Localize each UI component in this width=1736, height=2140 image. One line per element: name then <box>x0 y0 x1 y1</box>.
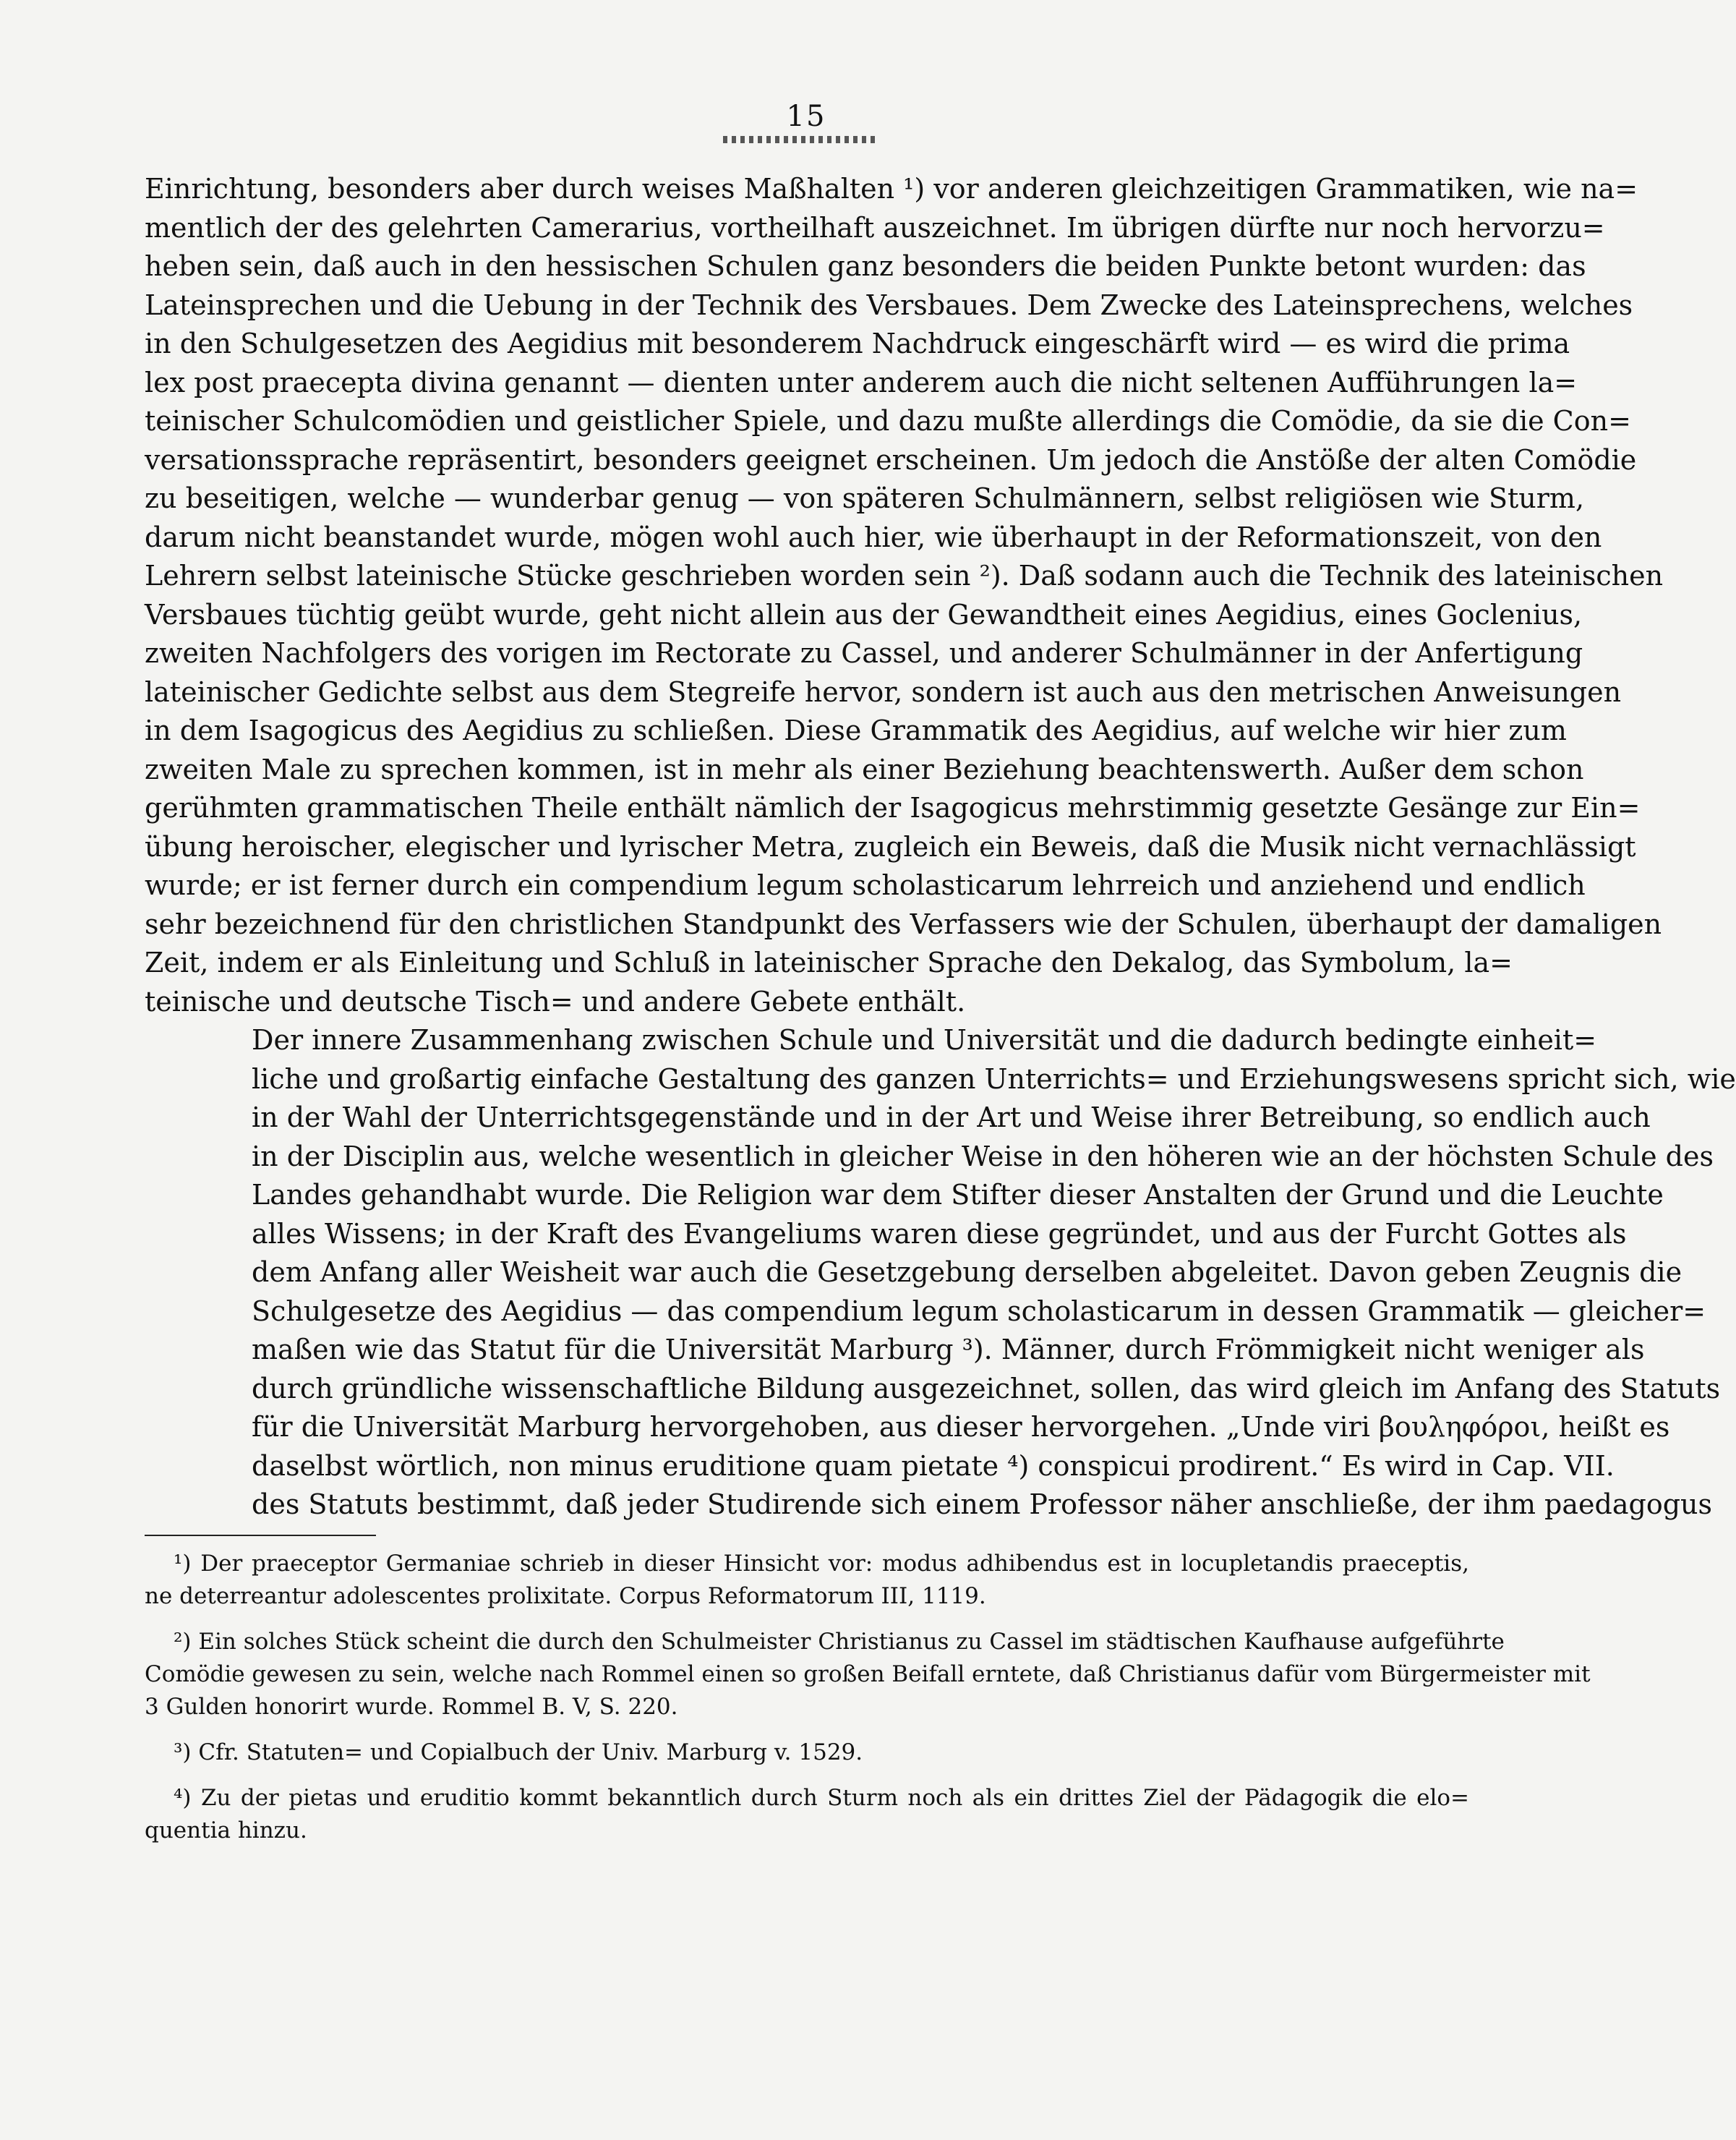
text-line: in den Schulgesetzen des Aegidius mit besonderem Nachdruck eingeschärft wird — es wird die prima <box>145 328 1570 359</box>
text-line: maßen wie das Statut für die Universität Marburg ³). Männer, durch Frömmigkeit nicht weniger als <box>252 1334 1645 1365</box>
text-line: versationssprache repräsentirt, besonders geeignet erscheinen. Um jedoch die Anstöße der alten Comödie <box>145 443 1637 476</box>
main-text <box>145 170 1736 1525</box>
text-line: lex post praecepta divina genannt — dienten unter anderem auch die nicht seltenen Aufführungen la= <box>145 366 1578 398</box>
text-line: liche und großartig einfache Gestaltung des ganzen Unterrichts= und Erziehungswesens spricht sich, wie <box>252 1062 1736 1095</box>
text-line: zu beseitigen, welche — wunderbar genug — von späteren Schulmännern, selbst religiösen wie Sturm, <box>145 482 1585 514</box>
footnote-line: ⁴) Zu der pietas und eruditio kommt bekanntlich durch Sturm noch als ein drittes Ziel der Pädagogik die elo= <box>174 1785 1469 1811</box>
text-line: übung heroischer, elegischer und lyrischer Metra, zugleich ein Beweis, daß die Musik nicht vernachlässigt <box>145 830 1636 863</box>
header-ornament <box>723 136 875 143</box>
paragraph-2 <box>145 1021 1736 1525</box>
footnote-line: ³) Cfr. Statuten= und Copialbuch der Univ. Marburg v. 1529. <box>174 1739 863 1765</box>
footnote-line: ²) Ein solches Stück scheint die durch den Schulmeister Christianus zu Cassel im städtischen Kaufhause aufgeführte <box>174 1629 1505 1655</box>
text-line: teinische und deutsche Tisch= und andere Gebete enthält. <box>145 985 966 1018</box>
text-line: wurde; er ist ferner durch ein compendium legum scholasticarum lehrreich und anziehend und endlich <box>145 869 1586 901</box>
text-line: in der Disciplin aus, welche wesentlich in gleicher Weise in den höheren wie an der höchsten Schule des <box>252 1140 1714 1172</box>
footnote-line: ¹) Der praeceptor Germaniae schrieb in dieser Hinsicht vor: modus adhibendus est in locupletandis praeceptis, <box>174 1551 1469 1577</box>
text-line: heben sein, daß auch in den hessischen Schulen ganz besonders die beiden Punkte betont wurden: das <box>145 250 1586 282</box>
text-line: Der innere Zusammenhang zwischen Schule und Universität und die dadurch bedingte einheit= <box>252 1024 1597 1056</box>
text-line: Zeit, indem er als Einleitung und Schluß in lateinischer Sprache den Dekalog, das Symbolum, la= <box>145 947 1513 979</box>
text-line: daselbst wörtlich, non minus eruditione quam pietate ⁴) conspicui prodirent.“ Es wird in Cap. VII. <box>252 1449 1615 1482</box>
text-line: gerühmten grammatischen Theile enthält nämlich der Isagogicus mehrstimmig gesetzte Gesänge zur Ein= <box>145 792 1641 824</box>
text-line: des Statuts bestimmt, daß jeder Studirende sich einem Professor näher anschließe, der ihm paedagogus <box>252 1488 1713 1520</box>
page-number: 15 <box>786 100 826 133</box>
paragraph-1 <box>145 170 1664 1021</box>
footnote-3 <box>145 1736 1469 1769</box>
text-line: zweiten Nachfolgers des vorigen im Rectorate zu Cassel, und anderer Schulmänner in der Anfertigung <box>145 637 1583 669</box>
footnote-line: 3 Gulden honorirt wurde. Rommel B. V, S. 220. <box>145 1694 678 1720</box>
footnote-2 <box>145 1626 1591 1723</box>
footnote-line: Comödie gewesen zu sein, welche nach Rommel einen so großen Beifall erntete, daß Christianus dafür vom Bürgermeister mit <box>145 1661 1591 1687</box>
text-line: Landes gehandhabt wurde. Die Religion war dem Stifter dieser Anstalten der Grund und die Leuchte <box>252 1179 1664 1211</box>
text-line: Versbaues tüchtig geübt wurde, geht nicht allein aus der Gewandtheit eines Aegidius, eines Goclenius, <box>145 598 1583 631</box>
text-line: Einrichtung, besonders aber durch weises Maßhalten ¹) vor anderen gleichzeitigen Grammatiken, wie na= <box>145 173 1638 205</box>
footnote-line: quentia hinzu. <box>145 1817 307 1843</box>
text-line: zweiten Male zu sprechen kommen, ist in mehr als einer Beziehung beachtenswerth. Außer dem schon <box>145 753 1584 785</box>
footnote-1 <box>145 1548 1469 1613</box>
text-line: dem Anfang aller Weisheit war auch die Gesetzgebung derselben abgeleitet. Davon geben Zeugnis die <box>252 1256 1682 1288</box>
text-line: für die Universität Marburg hervorgehoben, aus dieser hervorgehen. „Unde viri βουληφόροι, heißt es <box>252 1411 1670 1443</box>
text-line: darum nicht beanstandet wurde, mögen wohl auch hier, wie überhaupt in der Reformationszeit, von den <box>145 521 1602 553</box>
text-line: Lehrern selbst lateinische Stücke geschrieben worden sein ²). Daß sodann auch die Technik des lateinischen <box>145 560 1664 592</box>
text-line: alles Wissens; in der Kraft des Evangeliums waren diese gegründet, und aus der Furcht Gottes als <box>252 1217 1627 1250</box>
text-line: sehr bezeichnend für den christlichen Standpunkt des Verfassers wie der Schulen, überhaupt der damaligen <box>145 908 1662 940</box>
text-line: Lateinsprechen und die Uebung in der Technik des Versbaues. Dem Zwecke des Lateinsprechens, welches <box>145 289 1633 321</box>
text-line: Schulgesetze des Aegidius — das compendium legum scholasticarum in dessen Grammatik — gleicher= <box>252 1295 1706 1327</box>
text-line: durch gründliche wissenschaftliche Bildung ausgezeichnet, sollen, das wird gleich im Anfang des Statuts <box>252 1372 1721 1404</box>
text-line: mentlich der des gelehrten Camerarius, vortheilhaft auszeichnet. Im übrigen dürfte nur noch hervorzu= <box>145 211 1605 244</box>
footnote-4 <box>145 1782 1469 1847</box>
text-line: in der Wahl der Unterrichtsgegenstände und in der Art und Weise ihrer Betreibung, so endlich auch <box>252 1101 1651 1133</box>
text-line: teinischer Schulcomödien und geistlicher Spiele, und dazu mußte allerdings die Comödie, da sie die Con= <box>145 405 1631 437</box>
text-line: in dem Isagogicus des Aegidius zu schließen. Diese Grammatik des Aegidius, auf welche wir hier zum <box>145 715 1567 746</box>
footnote-line: ne deterreantur adolescentes prolixitate. Corpus Reformatorum III, 1119. <box>145 1583 986 1609</box>
footnotes <box>145 1548 1591 1860</box>
footnote-separator <box>145 1535 376 1536</box>
text-line: lateinischer Gedichte selbst aus dem Stegreife hervor, sondern ist auch aus den metrischen Anweisungen <box>145 675 1622 708</box>
